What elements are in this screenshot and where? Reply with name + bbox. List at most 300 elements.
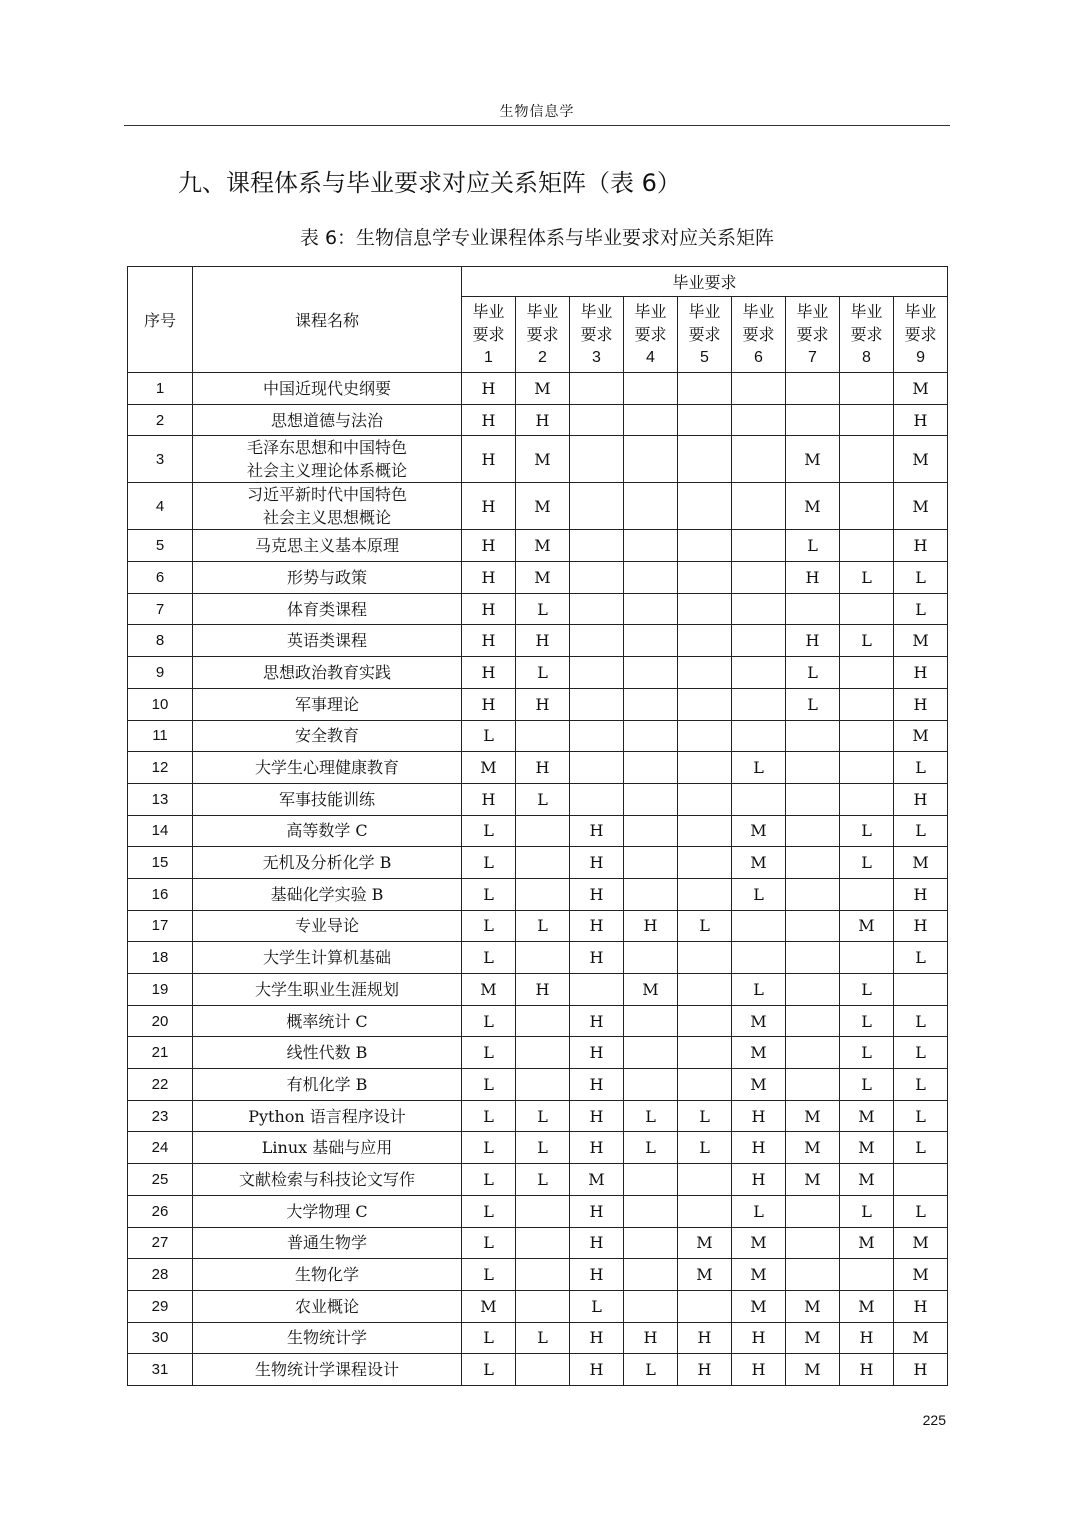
requirement-level-cell: L	[786, 688, 840, 720]
requirement-level-cell: H	[462, 530, 516, 562]
requirement-level-cell: M	[516, 530, 570, 562]
requirement-level-cell: L	[462, 878, 516, 910]
requirement-level-cell	[624, 688, 678, 720]
requirement-level-cell	[570, 593, 624, 625]
requirement-level-cell	[678, 593, 732, 625]
header-index: 序号	[128, 267, 193, 373]
row-index: 17	[128, 910, 193, 942]
requirement-level-cell	[624, 1290, 678, 1322]
requirement-level-cell	[840, 373, 894, 405]
requirement-level-cell: L	[462, 1100, 516, 1132]
requirement-level-cell	[624, 847, 678, 879]
requirement-level-cell	[678, 974, 732, 1006]
table-row	[128, 783, 948, 815]
requirement-level-cell	[786, 752, 840, 784]
course-name: 生物化学	[193, 1259, 462, 1291]
table-row	[128, 1259, 948, 1291]
table-row	[128, 530, 948, 562]
requirement-level-cell: L	[840, 1037, 894, 1069]
requirement-level-cell: L	[516, 657, 570, 689]
requirement-level-cell: L	[516, 1322, 570, 1354]
requirement-level-cell: L	[840, 562, 894, 594]
requirement-level-cell: H	[462, 404, 516, 436]
requirement-level-cell: M	[786, 483, 840, 530]
requirement-level-cell: H	[516, 974, 570, 1006]
course-name: 体育类课程	[193, 593, 462, 625]
header-course-name: 课程名称	[193, 267, 462, 373]
requirement-level-cell: L	[516, 593, 570, 625]
requirement-level-cell: M	[732, 1005, 786, 1037]
course-name: 基础化学实验 B	[193, 878, 462, 910]
requirement-level-cell: H	[570, 1132, 624, 1164]
requirement-level-cell: M	[516, 436, 570, 483]
requirement-level-cell	[516, 1005, 570, 1037]
requirement-number: 9	[916, 349, 925, 366]
requirement-level-cell: H	[624, 910, 678, 942]
requirement-level-cell: L	[894, 1069, 948, 1101]
requirement-level-cell	[570, 752, 624, 784]
requirement-level-cell	[516, 1290, 570, 1322]
requirement-level-cell	[624, 878, 678, 910]
requirement-level-cell	[786, 373, 840, 405]
requirement-level-cell	[678, 878, 732, 910]
requirement-level-cell	[516, 847, 570, 879]
requirement-label-line1: 毕业	[850, 302, 883, 321]
requirement-level-cell: L	[516, 1132, 570, 1164]
requirement-level-cell	[624, 1005, 678, 1037]
row-index: 10	[128, 688, 193, 720]
requirement-number: 6	[754, 349, 763, 366]
requirement-level-cell	[516, 878, 570, 910]
requirement-level-cell	[678, 530, 732, 562]
requirement-level-cell: L	[462, 1069, 516, 1101]
requirement-level-cell: L	[840, 1069, 894, 1101]
table-caption: 表 6：生物信息学专业课程体系与毕业要求对应关系矩阵	[299, 227, 775, 249]
requirement-level-cell: M	[732, 1037, 786, 1069]
row-index: 27	[128, 1227, 193, 1259]
course-name: 安全教育	[193, 720, 462, 752]
requirement-level-cell: M	[462, 1290, 516, 1322]
requirement-level-cell	[732, 657, 786, 689]
requirement-level-cell	[678, 404, 732, 436]
requirement-level-cell: H	[894, 404, 948, 436]
course-name: 军事理论	[193, 688, 462, 720]
requirement-level-cell: H	[462, 657, 516, 689]
requirement-level-cell: H	[570, 1259, 624, 1291]
requirement-level-cell: M	[840, 1100, 894, 1132]
requirement-level-cell	[786, 910, 840, 942]
requirement-label-line2: 要求	[526, 325, 559, 344]
requirement-level-cell: L	[786, 657, 840, 689]
requirement-level-cell: H	[732, 1164, 786, 1196]
requirement-level-cell: L	[462, 1259, 516, 1291]
requirement-level-cell: M	[624, 974, 678, 1006]
row-index: 18	[128, 942, 193, 974]
requirement-level-cell: L	[894, 1005, 948, 1037]
requirement-level-cell	[678, 815, 732, 847]
requirement-level-cell: M	[894, 625, 948, 657]
requirement-label-line1: 毕业	[742, 302, 775, 321]
row-index: 24	[128, 1132, 193, 1164]
table-row	[128, 1164, 948, 1196]
row-index: 25	[128, 1164, 193, 1196]
requirement-level-cell: L	[678, 1132, 732, 1164]
requirement-level-cell: H	[462, 688, 516, 720]
requirement-level-cell	[786, 404, 840, 436]
requirement-level-cell: H	[894, 657, 948, 689]
requirement-level-cell	[624, 1164, 678, 1196]
requirement-level-cell: H	[840, 1322, 894, 1354]
requirement-level-cell	[570, 404, 624, 436]
course-name: 概率统计 C	[193, 1005, 462, 1037]
page-number: 225	[922, 1412, 946, 1428]
requirement-level-cell: M	[516, 483, 570, 530]
table-row	[128, 752, 948, 784]
requirement-level-cell: L	[516, 783, 570, 815]
requirement-level-cell	[786, 1069, 840, 1101]
requirement-level-cell	[624, 1069, 678, 1101]
requirement-level-cell	[840, 404, 894, 436]
requirement-level-cell	[678, 1195, 732, 1227]
requirement-level-cell: M	[678, 1227, 732, 1259]
requirement-level-cell	[786, 1037, 840, 1069]
requirement-level-cell: H	[570, 1005, 624, 1037]
requirement-level-cell: M	[894, 720, 948, 752]
course-name: 军事技能训练	[193, 783, 462, 815]
requirement-level-cell: H	[894, 688, 948, 720]
course-name: 思想政治教育实践	[193, 657, 462, 689]
requirement-level-cell: L	[624, 1354, 678, 1386]
requirement-level-cell	[732, 483, 786, 530]
requirement-level-cell: H	[570, 847, 624, 879]
requirement-level-cell	[624, 657, 678, 689]
requirement-level-cell: M	[894, 483, 948, 530]
requirement-level-cell	[840, 720, 894, 752]
requirement-level-cell	[678, 942, 732, 974]
requirement-level-cell	[624, 530, 678, 562]
requirement-level-cell	[894, 974, 948, 1006]
requirement-level-cell: H	[786, 562, 840, 594]
requirement-level-cell	[678, 1037, 732, 1069]
requirement-level-cell	[678, 783, 732, 815]
course-name-line1: 习近平新时代中国特色	[246, 485, 407, 505]
requirement-level-cell	[570, 688, 624, 720]
row-index: 6	[128, 562, 193, 594]
requirement-level-cell	[570, 436, 624, 483]
header-requirement-8	[840, 297, 894, 373]
requirement-level-cell: L	[786, 530, 840, 562]
requirement-level-cell: M	[894, 847, 948, 879]
course-name: 文献检索与科技论文写作	[193, 1164, 462, 1196]
course-name: 大学物理 C	[193, 1195, 462, 1227]
row-index: 12	[128, 752, 193, 784]
row-index: 3	[128, 436, 193, 483]
requirement-level-cell: L	[840, 625, 894, 657]
table-row	[128, 1322, 948, 1354]
requirement-label-line2: 要求	[796, 325, 829, 344]
requirement-level-cell: L	[462, 942, 516, 974]
requirement-level-cell: L	[678, 910, 732, 942]
requirement-level-cell	[786, 1259, 840, 1291]
requirement-level-cell: L	[732, 1195, 786, 1227]
course-name-line2: 社会主义理论体系概论	[246, 461, 407, 481]
requirement-level-cell	[624, 483, 678, 530]
course-name: 形势与政策	[193, 562, 462, 594]
requirement-level-cell: L	[462, 847, 516, 879]
requirement-level-cell	[732, 688, 786, 720]
course-name-line1: 毛泽东思想和中国特色	[246, 438, 407, 458]
requirement-level-cell	[732, 373, 786, 405]
requirement-level-cell: H	[570, 1069, 624, 1101]
course-name: 英语类课程	[193, 625, 462, 657]
requirement-level-cell: M	[894, 373, 948, 405]
requirement-level-cell: L	[840, 1195, 894, 1227]
requirement-level-cell: H	[624, 1322, 678, 1354]
requirement-level-cell: H	[840, 1354, 894, 1386]
requirement-level-cell: L	[894, 942, 948, 974]
course-name: 大学生职业生涯规划	[193, 974, 462, 1006]
requirement-level-cell	[786, 593, 840, 625]
requirement-level-cell	[678, 436, 732, 483]
header-requirement-4	[624, 297, 678, 373]
requirement-level-cell: H	[570, 815, 624, 847]
table-row	[128, 910, 948, 942]
row-index: 15	[128, 847, 193, 879]
requirement-level-cell	[516, 1354, 570, 1386]
course-name: 大学生心理健康教育	[193, 752, 462, 784]
row-index: 26	[128, 1195, 193, 1227]
requirement-level-cell	[840, 657, 894, 689]
requirement-label-line2: 要求	[634, 325, 667, 344]
requirement-level-cell: M	[894, 1259, 948, 1291]
course-name: 专业导论	[193, 910, 462, 942]
requirement-level-cell: L	[894, 562, 948, 594]
requirement-level-cell: M	[732, 1227, 786, 1259]
row-index: 8	[128, 625, 193, 657]
requirement-level-cell	[516, 1037, 570, 1069]
requirement-level-cell	[732, 436, 786, 483]
requirement-level-cell	[840, 1259, 894, 1291]
course-name-line2: 社会主义思想概论	[262, 508, 391, 528]
requirement-level-cell	[732, 942, 786, 974]
table-row	[128, 847, 948, 879]
requirement-level-cell	[678, 720, 732, 752]
requirement-level-cell: H	[462, 373, 516, 405]
row-index: 5	[128, 530, 193, 562]
row-index: 9	[128, 657, 193, 689]
table-row	[128, 593, 948, 625]
requirement-level-cell: L	[516, 1100, 570, 1132]
requirement-level-cell	[840, 688, 894, 720]
requirement-label-line2: 要求	[472, 325, 505, 344]
requirement-level-cell: H	[570, 1100, 624, 1132]
requirement-level-cell	[840, 752, 894, 784]
requirement-level-cell: H	[678, 1354, 732, 1386]
course-name: 高等数学 C	[193, 815, 462, 847]
requirement-level-cell: L	[462, 1132, 516, 1164]
requirement-level-cell: L	[624, 1132, 678, 1164]
table-row	[128, 974, 948, 1006]
course-name: 农业概论	[193, 1290, 462, 1322]
requirement-number: 7	[808, 349, 817, 366]
requirement-level-cell: H	[462, 783, 516, 815]
requirement-level-cell: M	[732, 1259, 786, 1291]
requirement-level-cell: H	[570, 910, 624, 942]
requirement-level-cell: H	[894, 530, 948, 562]
requirement-level-cell: M	[894, 1322, 948, 1354]
requirement-level-cell: H	[732, 1132, 786, 1164]
requirement-level-cell: M	[786, 1354, 840, 1386]
course-name: 中国近现代史纲要	[193, 373, 462, 405]
requirement-level-cell: M	[786, 436, 840, 483]
table-row	[128, 625, 948, 657]
requirement-level-cell	[732, 625, 786, 657]
requirement-level-cell	[570, 783, 624, 815]
requirement-level-cell: L	[732, 878, 786, 910]
requirement-level-cell	[840, 783, 894, 815]
course-name: 生物统计学	[193, 1322, 462, 1354]
requirement-level-cell	[786, 1227, 840, 1259]
requirement-level-cell: L	[732, 752, 786, 784]
requirement-level-cell: H	[516, 404, 570, 436]
requirement-level-cell: M	[732, 1290, 786, 1322]
requirement-level-cell: M	[732, 847, 786, 879]
table-row	[128, 373, 948, 405]
requirement-level-cell: L	[462, 815, 516, 847]
requirement-level-cell: H	[732, 1354, 786, 1386]
requirement-level-cell	[570, 974, 624, 1006]
requirement-level-cell	[516, 1069, 570, 1101]
course-name: 普通生物学	[193, 1227, 462, 1259]
requirement-number: 5	[700, 349, 709, 366]
requirement-level-cell: M	[732, 815, 786, 847]
requirement-level-cell: L	[462, 1354, 516, 1386]
requirement-level-cell: H	[570, 1037, 624, 1069]
header-requirement-2	[516, 297, 570, 373]
requirement-level-cell: H	[894, 1354, 948, 1386]
requirement-level-cell	[786, 815, 840, 847]
table-row	[128, 436, 948, 483]
requirement-level-cell	[678, 1069, 732, 1101]
table-row	[128, 1354, 948, 1386]
requirement-level-cell: H	[894, 783, 948, 815]
requirement-level-cell	[570, 657, 624, 689]
requirement-level-cell: L	[840, 815, 894, 847]
requirement-level-cell	[624, 562, 678, 594]
requirement-level-cell	[840, 878, 894, 910]
course-name: 有机化学 B	[193, 1069, 462, 1101]
requirement-level-cell	[624, 1227, 678, 1259]
requirement-level-cell	[840, 436, 894, 483]
requirement-level-cell: L	[570, 1290, 624, 1322]
requirement-level-cell	[624, 436, 678, 483]
requirement-level-cell: L	[462, 1164, 516, 1196]
requirement-level-cell: H	[570, 1354, 624, 1386]
row-index: 7	[128, 593, 193, 625]
requirement-level-cell: H	[570, 878, 624, 910]
requirement-label-line1: 毕业	[904, 302, 937, 321]
requirement-level-cell: H	[732, 1322, 786, 1354]
requirement-level-cell: M	[840, 910, 894, 942]
requirement-level-cell	[570, 530, 624, 562]
requirement-level-cell: M	[462, 974, 516, 1006]
requirement-level-cell: M	[894, 436, 948, 483]
requirement-level-cell: M	[840, 1227, 894, 1259]
requirement-level-cell	[624, 815, 678, 847]
requirement-level-cell: L	[840, 847, 894, 879]
requirement-level-cell	[570, 483, 624, 530]
requirement-level-cell: H	[516, 688, 570, 720]
course-name: Python 语言程序设计	[193, 1100, 462, 1132]
requirement-level-cell	[678, 752, 732, 784]
requirement-level-cell: M	[786, 1132, 840, 1164]
requirement-level-cell: H	[516, 752, 570, 784]
requirement-level-cell: H	[894, 878, 948, 910]
requirement-level-cell: H	[894, 1290, 948, 1322]
requirement-level-cell: H	[732, 1100, 786, 1132]
table-row	[128, 562, 948, 594]
requirement-number: 1	[484, 349, 493, 366]
row-index: 4	[128, 483, 193, 530]
requirement-level-cell: L	[894, 1195, 948, 1227]
requirement-level-cell: M	[786, 1322, 840, 1354]
requirement-level-cell: H	[462, 593, 516, 625]
requirement-level-cell	[570, 625, 624, 657]
requirement-level-cell	[516, 1227, 570, 1259]
requirement-level-cell	[786, 974, 840, 1006]
row-index: 1	[128, 373, 193, 405]
requirement-label-line1: 毕业	[688, 302, 721, 321]
table-row	[128, 1037, 948, 1069]
requirement-level-cell	[786, 847, 840, 879]
requirement-level-cell	[732, 404, 786, 436]
requirement-level-cell	[516, 720, 570, 752]
requirement-level-cell	[786, 942, 840, 974]
table-row	[128, 1069, 948, 1101]
course-name	[193, 483, 462, 530]
requirement-level-cell	[732, 910, 786, 942]
requirement-label-line2: 要求	[580, 325, 613, 344]
requirement-level-cell: L	[624, 1100, 678, 1132]
requirement-level-cell: M	[786, 1290, 840, 1322]
requirement-level-cell	[624, 1259, 678, 1291]
table-row	[128, 1100, 948, 1132]
requirement-level-cell: L	[462, 720, 516, 752]
table-row	[128, 720, 948, 752]
requirement-level-cell: H	[570, 1322, 624, 1354]
table-row	[128, 1290, 948, 1322]
requirement-level-cell: L	[894, 815, 948, 847]
requirement-level-cell	[840, 530, 894, 562]
requirement-level-cell: H	[570, 1227, 624, 1259]
table-row	[128, 942, 948, 974]
requirement-level-cell: L	[894, 1037, 948, 1069]
requirement-level-cell: M	[786, 1164, 840, 1196]
row-index: 29	[128, 1290, 193, 1322]
requirement-level-cell	[570, 562, 624, 594]
requirement-level-cell	[624, 1037, 678, 1069]
table-row	[128, 1132, 948, 1164]
row-index: 14	[128, 815, 193, 847]
header-requirement-6	[732, 297, 786, 373]
requirement-level-cell: H	[894, 910, 948, 942]
header-graduation-requirements: 毕业要求	[462, 267, 948, 297]
table-row	[128, 1227, 948, 1259]
header-requirement-7	[786, 297, 840, 373]
row-index: 21	[128, 1037, 193, 1069]
requirement-level-cell: M	[516, 373, 570, 405]
requirement-level-cell	[624, 783, 678, 815]
